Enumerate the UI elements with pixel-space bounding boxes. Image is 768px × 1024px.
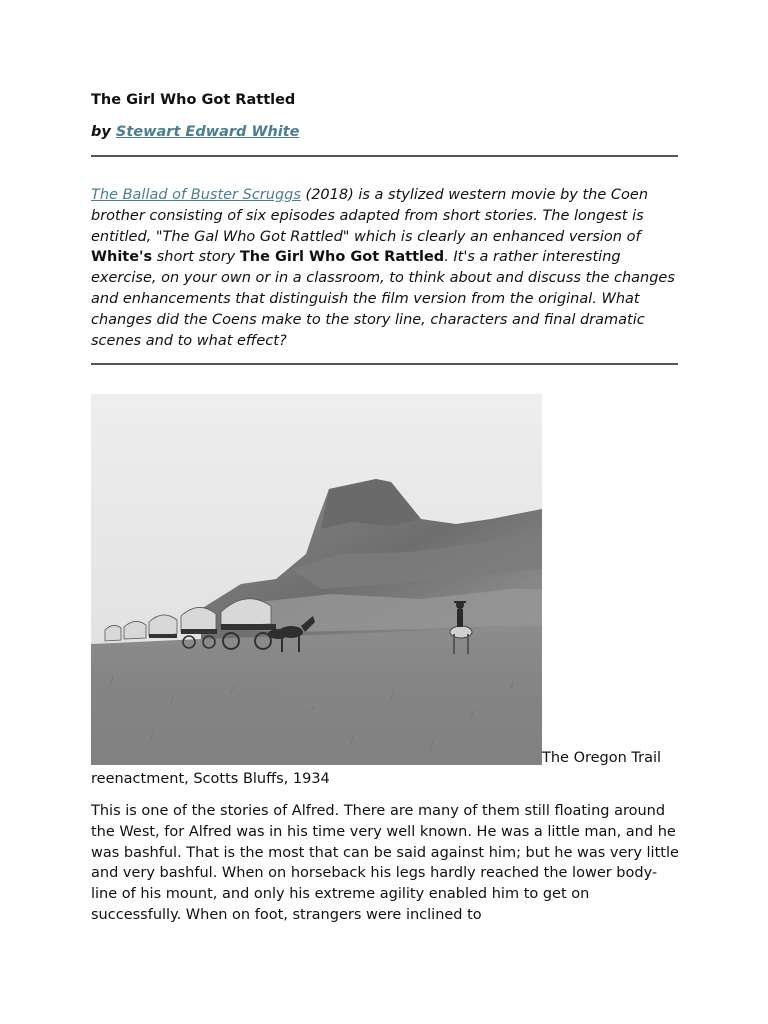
by-label: by <box>91 124 111 140</box>
caption-text: The Oregon Trail reenactment, Scotts Bluffs, 1934 <box>91 750 662 787</box>
story-title: The Girl Who Got Rattled <box>91 92 296 108</box>
intro-text-1: (2018) is a stylized western movie by the Coen brother consisting of six episodes adapted from short stories. The longest is entitled, "The Gal Who Got Rattled" which is clearly an enhanced version of <box>91 187 649 245</box>
oregon-trail-photo <box>91 394 542 765</box>
story-title-bold: The Girl Who Got Rattled <box>239 249 445 266</box>
intro-paragraph <box>91 185 681 351</box>
intro-text-2: short story <box>152 249 240 266</box>
photo-spacer <box>91 761 542 762</box>
whites-bold: White's <box>91 249 153 266</box>
photo-caption <box>91 748 681 790</box>
film-link[interactable]: The Ballad of Buster Scruggs <box>91 187 301 203</box>
divider-top <box>91 155 678 157</box>
byline <box>91 124 300 140</box>
divider-bottom <box>91 363 678 365</box>
author-link[interactable]: Stewart Edward White <box>115 124 300 140</box>
intro-text-3: . It's a rather interesting exercise, on your own or in a classroom, to think about and discuss the changes and enhancements that distinguish the film version from the original. What changes did the Coens make to the story line, characters and final dramatic scenes and to what effect? <box>91 249 675 349</box>
story-paragraph: This is one of the stories of Alfred. There are many of them still floating around the West, for Alfred was in his time very well known. He was a little man, and he was bashful. That is the most that can be said against him; but he was very little and very bashful. When on horseback his legs hardly reached the lower body-line of his mount, and only his extreme agility enabled him to get on successfully. When on foot, strangers were inclined to <box>91 803 679 923</box>
